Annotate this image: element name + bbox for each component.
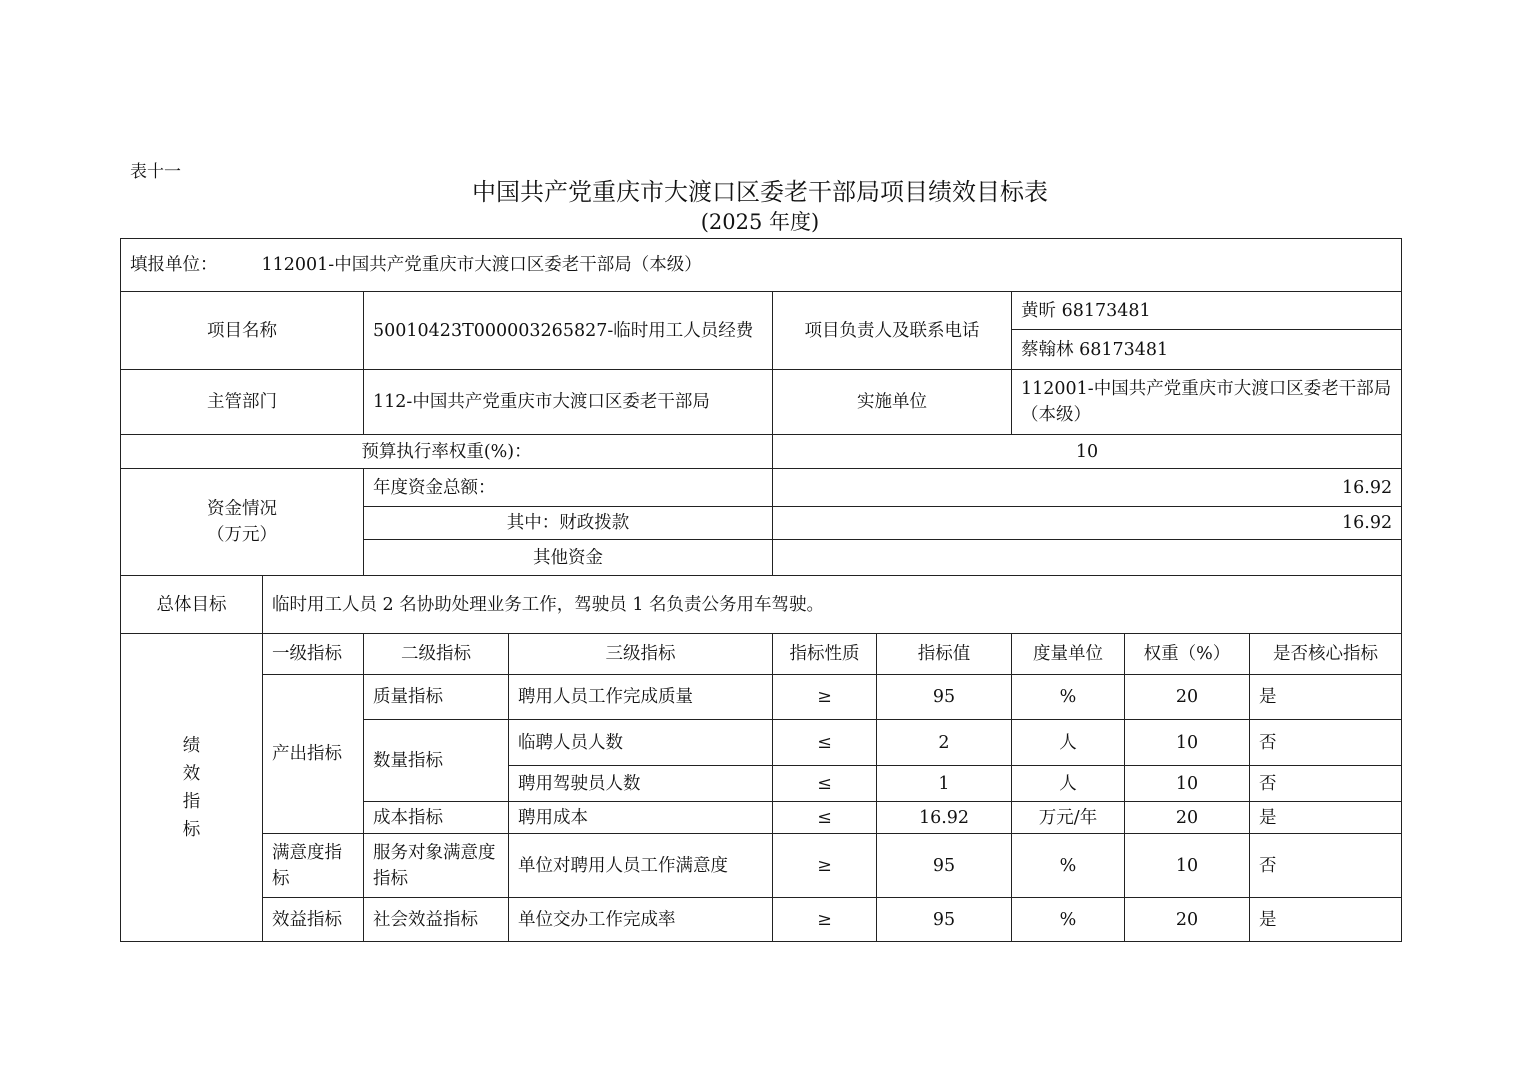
header-weight: 权重（%） — [1125, 634, 1250, 675]
weight-cell: 20 — [1125, 898, 1250, 942]
weight-cell: 10 — [1125, 720, 1250, 766]
header-level2: 二级指标 — [364, 634, 509, 675]
budget-rate-label: 预算执行率权重(%)： — [121, 435, 773, 469]
level3-cell: 聘用驾驶员人数 — [509, 766, 773, 802]
header-value: 指标值 — [877, 634, 1012, 675]
header-unit: 度量单位 — [1012, 634, 1125, 675]
reporting-unit-label: 填报单位： — [130, 255, 218, 275]
funds-other-label: 其他资金 — [364, 540, 773, 576]
reporting-unit-cell — [121, 239, 1402, 292]
unit-cell: 万元/年 — [1012, 802, 1125, 834]
weight-cell: 10 — [1125, 766, 1250, 802]
table-row — [121, 675, 1402, 720]
value-cell: 95 — [877, 675, 1012, 720]
nature-cell: ≤ — [773, 802, 877, 834]
header-nature: 指标性质 — [773, 634, 877, 675]
table-number: 表十一 — [130, 162, 181, 182]
level2-satisfaction: 服务对象满意度指标 — [364, 834, 509, 898]
value-cell: 1 — [877, 766, 1012, 802]
core-cell: 是 — [1250, 675, 1402, 720]
department-label: 主管部门 — [121, 370, 364, 435]
level2-cost: 成本指标 — [364, 802, 509, 834]
funds-total-value: 16.92 — [773, 469, 1402, 507]
nature-cell: ≤ — [773, 720, 877, 766]
project-owner-2: 蔡翰林 68173481 — [1012, 330, 1402, 370]
department-value: 112-中国共产党重庆市大渡口区委老干部局 — [364, 370, 773, 435]
implementing-unit-label: 实施单位 — [773, 370, 1012, 435]
reporting-unit-value: 112001-中国共产党重庆市大渡口区委老干部局（本级） — [261, 255, 702, 275]
overall-goal-value: 临时用工人员 2 名协助处理业务工作，驾驶员 1 名负责公务用车驾驶。 — [263, 576, 1402, 634]
level1-benefit: 效益指标 — [263, 898, 364, 942]
unit-cell: 人 — [1012, 720, 1125, 766]
funds-other-value — [773, 540, 1402, 576]
overall-goal-label: 总体目标 — [121, 576, 263, 634]
level1-satisfaction: 满意度指标 — [263, 834, 364, 898]
core-cell: 是 — [1250, 898, 1402, 942]
performance-indicator-label: 绩 效 指 标 — [121, 634, 263, 942]
header-level3: 三级指标 — [509, 634, 773, 675]
weight-cell: 10 — [1125, 834, 1250, 898]
funds-label-line1: 资金情况 — [207, 499, 277, 519]
project-owner-label: 项目负责人及联系电话 — [773, 292, 1012, 370]
funds-fiscal-label: 其中：财政拨款 — [364, 507, 773, 540]
value-cell: 2 — [877, 720, 1012, 766]
page-title: 中国共产党重庆市大渡口区委老干部局项目绩效目标表 — [472, 178, 1048, 206]
nature-cell: ≥ — [773, 834, 877, 898]
funds-fiscal-value: 16.92 — [773, 507, 1402, 540]
performance-table — [120, 238, 1402, 942]
nature-cell: ≥ — [773, 675, 877, 720]
unit-cell: 人 — [1012, 766, 1125, 802]
level1-output: 产出指标 — [263, 675, 364, 834]
table-row — [121, 898, 1402, 942]
project-name-label: 项目名称 — [121, 292, 364, 370]
level3-cell: 临聘人员人数 — [509, 720, 773, 766]
level3-cell: 聘用人员工作完成质量 — [509, 675, 773, 720]
funds-label-line2: （万元） — [207, 525, 277, 545]
unit-cell: % — [1012, 834, 1125, 898]
header-core: 是否核心指标 — [1250, 634, 1402, 675]
value-cell: 95 — [877, 898, 1012, 942]
implementing-unit-value: 112001-中国共产党重庆市大渡口区委老干部局（本级） — [1012, 370, 1402, 435]
nature-cell: ≥ — [773, 898, 877, 942]
value-cell: 95 — [877, 834, 1012, 898]
funds-label — [121, 469, 364, 576]
level2-quality: 质量指标 — [364, 675, 509, 720]
funds-total-label: 年度资金总额： — [364, 469, 773, 507]
core-cell: 否 — [1250, 766, 1402, 802]
level2-quantity: 数量指标 — [364, 720, 509, 802]
level2-social-benefit: 社会效益指标 — [364, 898, 509, 942]
unit-cell: % — [1012, 675, 1125, 720]
nature-cell: ≤ — [773, 766, 877, 802]
project-name-value: 50010423T000003265827-临时用工人员经费 — [364, 292, 773, 370]
table-row — [121, 834, 1402, 898]
project-owner-1: 黄昕 68173481 — [1012, 292, 1402, 330]
level3-cell: 聘用成本 — [509, 802, 773, 834]
core-cell: 是 — [1250, 802, 1402, 834]
weight-cell: 20 — [1125, 675, 1250, 720]
value-cell: 16.92 — [877, 802, 1012, 834]
level3-cell: 单位对聘用人员工作满意度 — [509, 834, 773, 898]
core-cell: 否 — [1250, 720, 1402, 766]
header-level1: 一级指标 — [263, 634, 364, 675]
level3-cell: 单位交办工作完成率 — [509, 898, 773, 942]
page-subtitle: (2025 年度) — [700, 210, 820, 234]
budget-rate-value: 10 — [773, 435, 1402, 469]
unit-cell: % — [1012, 898, 1125, 942]
weight-cell: 20 — [1125, 802, 1250, 834]
core-cell: 否 — [1250, 834, 1402, 898]
